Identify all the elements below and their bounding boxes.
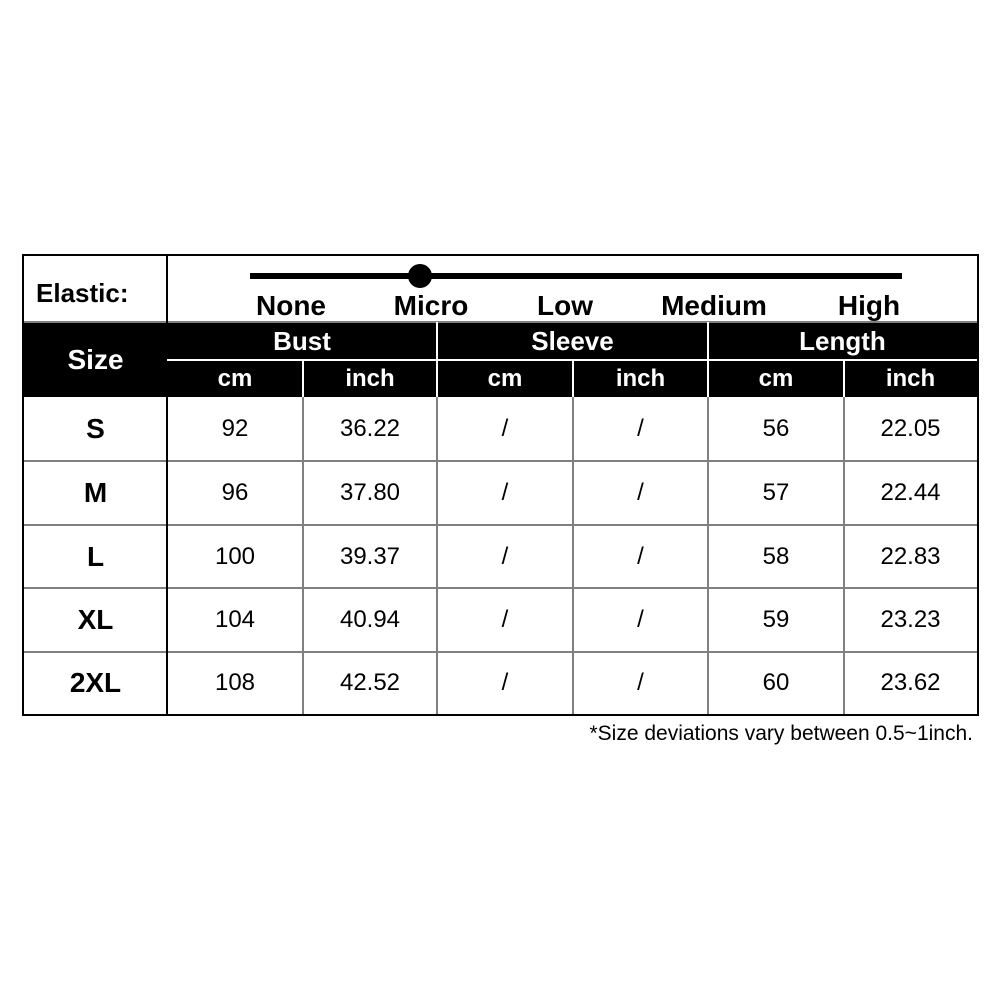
value-cell: 22.05 — [880, 415, 941, 442]
size-cell-m: M — [83, 477, 108, 508]
elastic-level-medium: Medium — [661, 290, 767, 321]
value-cell: 104 — [214, 606, 256, 633]
value-cell: / — [637, 415, 644, 442]
value-cell: 59 — [762, 606, 790, 633]
size-cell-l: L — [86, 540, 105, 572]
unit-header-bust-inch: inch — [303, 360, 437, 397]
unit-header-bust-cm: cm — [167, 360, 303, 397]
elastic-indicator-dot — [408, 264, 432, 288]
value-cell: 40.94 — [339, 606, 401, 633]
elastic-label: Elastic: — [36, 278, 129, 308]
unit-header-length-cm: cm — [708, 360, 844, 397]
value-cell: / — [501, 606, 509, 633]
value-cell: 42.52 — [339, 669, 401, 696]
elastic-scale-bar — [250, 273, 902, 279]
unit-header-sleeve-inch: inch — [573, 360, 708, 397]
group-header-length: Length — [708, 322, 977, 360]
size-cell-s: S — [86, 413, 105, 444]
group-header-bust: Bust — [167, 322, 437, 360]
value-cell: 37.80 — [339, 479, 401, 506]
value-cell: 23.23 — [880, 606, 941, 633]
elastic-level-micro: Micro — [393, 290, 469, 321]
unit-header-sleeve-cm: cm — [437, 360, 573, 397]
value-cell: / — [637, 669, 644, 696]
unit-header-length-inch: inch — [844, 360, 977, 397]
value-cell: 39.37 — [339, 542, 401, 570]
group-header-sleeve: Sleeve — [437, 322, 708, 360]
value-cell: 36.22 — [339, 415, 401, 442]
grid-line-vertical — [707, 397, 709, 714]
value-cell: / — [501, 669, 509, 696]
value-cell: 56 — [762, 415, 790, 442]
size-header: Size — [24, 322, 167, 397]
size-cell-2xl: 2XL — [69, 667, 122, 698]
grid-line-vertical — [843, 397, 845, 714]
grid-line-vertical — [166, 256, 168, 714]
grid-line-vertical — [436, 397, 438, 714]
grid-line-vertical — [302, 360, 304, 397]
value-cell: / — [501, 415, 509, 442]
size-chart — [22, 254, 979, 716]
header-divider — [167, 359, 977, 361]
value-cell: 57 — [762, 479, 790, 506]
value-cell: 92 — [221, 415, 249, 442]
size-cell-xl: XL — [77, 604, 114, 635]
value-cell: 22.83 — [880, 542, 941, 570]
grid-line-vertical — [843, 360, 845, 397]
value-cell: / — [501, 542, 509, 570]
value-cell: 100 — [214, 542, 256, 570]
value-cell: 58 — [762, 542, 790, 570]
elastic-level-high: High — [837, 290, 901, 321]
value-cell: 60 — [762, 669, 790, 696]
size-deviation-note: *Size deviations vary between 0.5~1inch. — [589, 722, 973, 745]
value-cell: 96 — [221, 479, 249, 506]
value-cell: / — [501, 479, 509, 506]
value-cell: 23.62 — [880, 669, 941, 696]
value-cell: 108 — [214, 669, 256, 696]
grid-line-vertical — [572, 397, 574, 714]
grid-line-vertical — [302, 397, 304, 714]
value-cell: 22.44 — [880, 479, 941, 506]
value-cell: / — [637, 542, 644, 570]
grid-line-vertical — [572, 360, 574, 397]
value-cell: / — [637, 606, 644, 633]
value-cell: / — [637, 479, 644, 506]
elastic-level-low: Low — [537, 290, 593, 321]
elastic-level-none: None — [256, 290, 326, 321]
